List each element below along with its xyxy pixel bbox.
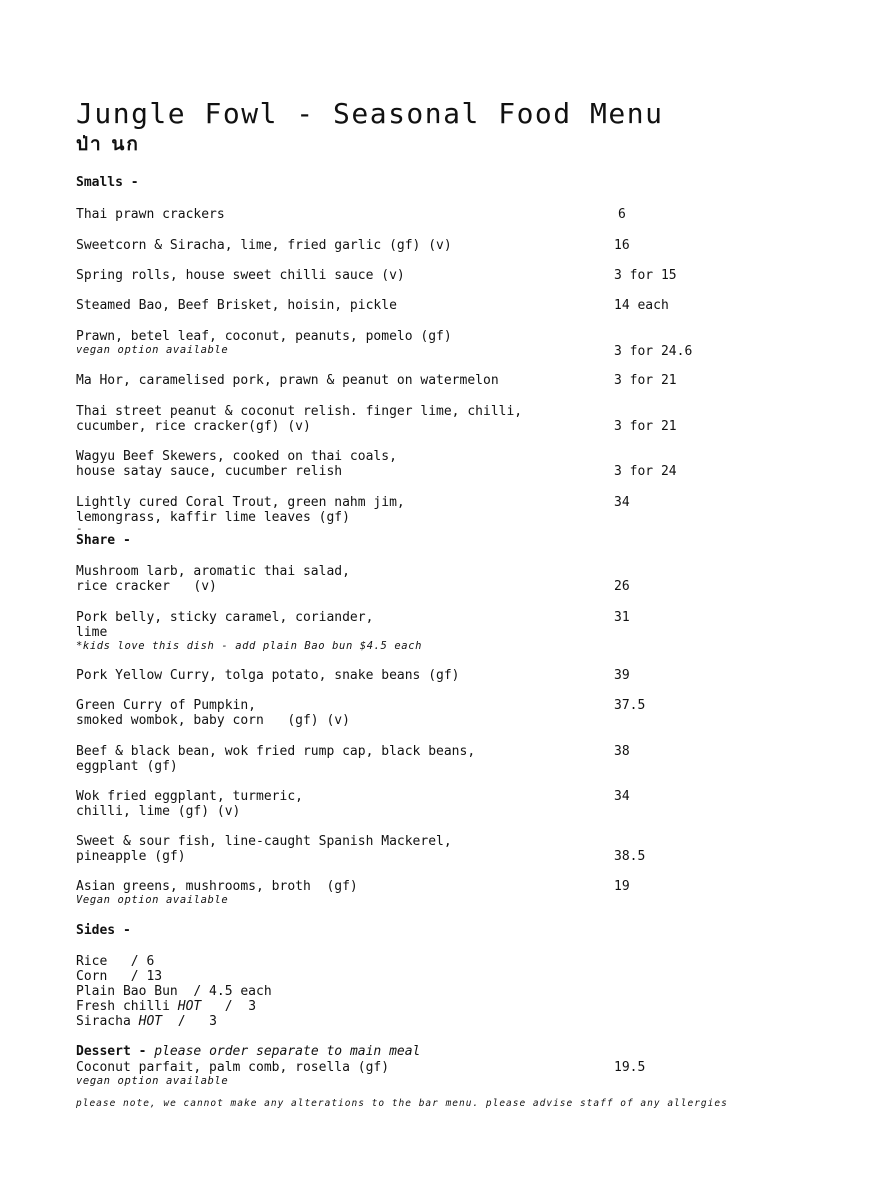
- item-description: Beef & black bean, wok fried rump cap, black beans, eggplant (gf): [76, 744, 476, 774]
- side-text: Fresh chilli: [76, 999, 178, 1014]
- dessert-heading: [76, 1044, 856, 1060]
- item-description: Thai prawn crackers: [76, 207, 225, 222]
- side-item: [76, 999, 856, 1014]
- menu-item: [76, 698, 856, 728]
- item-price: 3 for 24.6: [614, 344, 693, 359]
- item-description: Pork belly, sticky caramel, coriander, lime: [76, 610, 374, 640]
- sides-heading: Sides -: [76, 923, 131, 938]
- side-item: [76, 954, 856, 969]
- item-price: 14 each: [614, 298, 669, 313]
- menu-item: [76, 668, 856, 683]
- item-price: 34: [614, 789, 630, 804]
- item-price: 37.5: [614, 698, 646, 713]
- item-price: 26: [614, 579, 630, 594]
- menu-item: [76, 238, 856, 253]
- item-price: 16: [614, 238, 630, 253]
- side-item: [76, 969, 856, 984]
- item-price: 6: [618, 207, 626, 222]
- item-description: Ma Hor, caramelised pork, prawn & peanut on watermelon: [76, 373, 499, 388]
- item-price: 19.5: [614, 1060, 646, 1075]
- side-text: Siracha: [76, 1014, 139, 1029]
- menu-title: Jungle Fowl - Seasonal Food Menu: [76, 97, 664, 130]
- item-description: Mushroom larb, aromatic thai salad, rice cracker (v): [76, 564, 350, 594]
- menu-item: [76, 610, 856, 653]
- item-description: Sweet & sour fish, line-caught Spanish Mackerel, pineapple (gf): [76, 834, 452, 864]
- menu-item: [76, 744, 856, 774]
- menu-item: [76, 449, 856, 479]
- menu-item: [76, 268, 856, 283]
- item-description: Coconut parfait, palm comb, rosella (gf): [76, 1060, 390, 1075]
- menu-page: [76, 96, 856, 1110]
- item-description: Sweetcorn & Siracha, lime, fried garlic (gf) (v): [76, 238, 452, 253]
- item-description: Wok fried eggplant, turmeric, chilli, lime (gf) (v): [76, 789, 303, 819]
- item-price: 34: [614, 495, 630, 510]
- menu-item: [76, 329, 856, 357]
- item-note: vegan option available: [76, 344, 229, 356]
- hot-marker: HOT: [177, 999, 202, 1014]
- item-price: 31: [614, 610, 630, 625]
- item-description: Pork Yellow Curry, tolga potato, snake beans (gf): [76, 668, 460, 683]
- hot-marker: HOT: [138, 1014, 163, 1029]
- item-note: *kids love this dish - add plain Bao bun $4.5 each: [76, 640, 423, 652]
- menu-item: [76, 879, 856, 907]
- item-price: 3 for 24: [614, 464, 677, 479]
- item-description: Green Curry of Pumpkin, smoked wombok, baby corn (gf) (v): [76, 698, 350, 728]
- dessert-heading-label: Dessert -: [76, 1044, 147, 1059]
- menu-item: [76, 834, 856, 864]
- menu-item: [76, 564, 856, 594]
- item-note: vegan option available: [76, 1075, 229, 1087]
- dessert-heading-note: please order separate to main meal: [154, 1044, 421, 1059]
- item-price: 3 for 21: [614, 373, 677, 388]
- item-price: 39: [614, 668, 630, 683]
- section-divider-dash: -: [76, 525, 83, 533]
- side-item: [76, 984, 856, 999]
- item-price: 38: [614, 744, 630, 759]
- menu-item: [76, 404, 856, 434]
- item-price: 3 for 21: [614, 419, 677, 434]
- menu-item: [76, 298, 856, 313]
- item-price: 19: [614, 879, 630, 894]
- allergy-footnote: please note, we cannot make any alterations to the bar menu. please advise staff of any allergies: [76, 1098, 728, 1109]
- item-description: Lightly cured Coral Trout, green nahm jim, lemongrass, kaffir lime leaves (gf): [76, 495, 405, 525]
- side-text: Corn / 13: [76, 969, 163, 984]
- side-text: Plain Bao Bun / 4.5 each: [76, 984, 272, 999]
- sides-list: [76, 954, 856, 1029]
- menu-item: [76, 789, 856, 819]
- side-text: Rice / 6: [76, 954, 155, 969]
- side-price: / 3: [201, 999, 257, 1014]
- item-description: Asian greens, mushrooms, broth (gf): [76, 879, 358, 894]
- item-price: 38.5: [614, 849, 646, 864]
- menu-subtitle-thai: ป่า นก: [76, 133, 140, 155]
- item-description: Steamed Bao, Beef Brisket, hoisin, pickle: [76, 298, 397, 313]
- menu-item: [76, 207, 856, 222]
- menu-item: [76, 373, 856, 388]
- side-item: [76, 1014, 856, 1029]
- smalls-heading: Smalls -: [76, 175, 139, 190]
- side-price: / 3: [162, 1014, 217, 1029]
- item-description: Wagyu Beef Skewers, cooked on thai coals, house satay sauce, cucumber relish: [76, 449, 397, 479]
- item-price: 3 for 15: [614, 268, 677, 283]
- share-heading: Share -: [76, 533, 131, 548]
- item-note: Vegan option available: [76, 894, 229, 906]
- menu-item: [76, 1060, 856, 1088]
- menu-item: [76, 495, 856, 525]
- item-description: Spring rolls, house sweet chilli sauce (v): [76, 268, 405, 283]
- item-description: Prawn, betel leaf, coconut, peanuts, pomelo (gf): [76, 329, 452, 344]
- item-description: Thai street peanut & coconut relish. finger lime, chilli, cucumber, rice cracker(gf) (v): [76, 404, 523, 434]
